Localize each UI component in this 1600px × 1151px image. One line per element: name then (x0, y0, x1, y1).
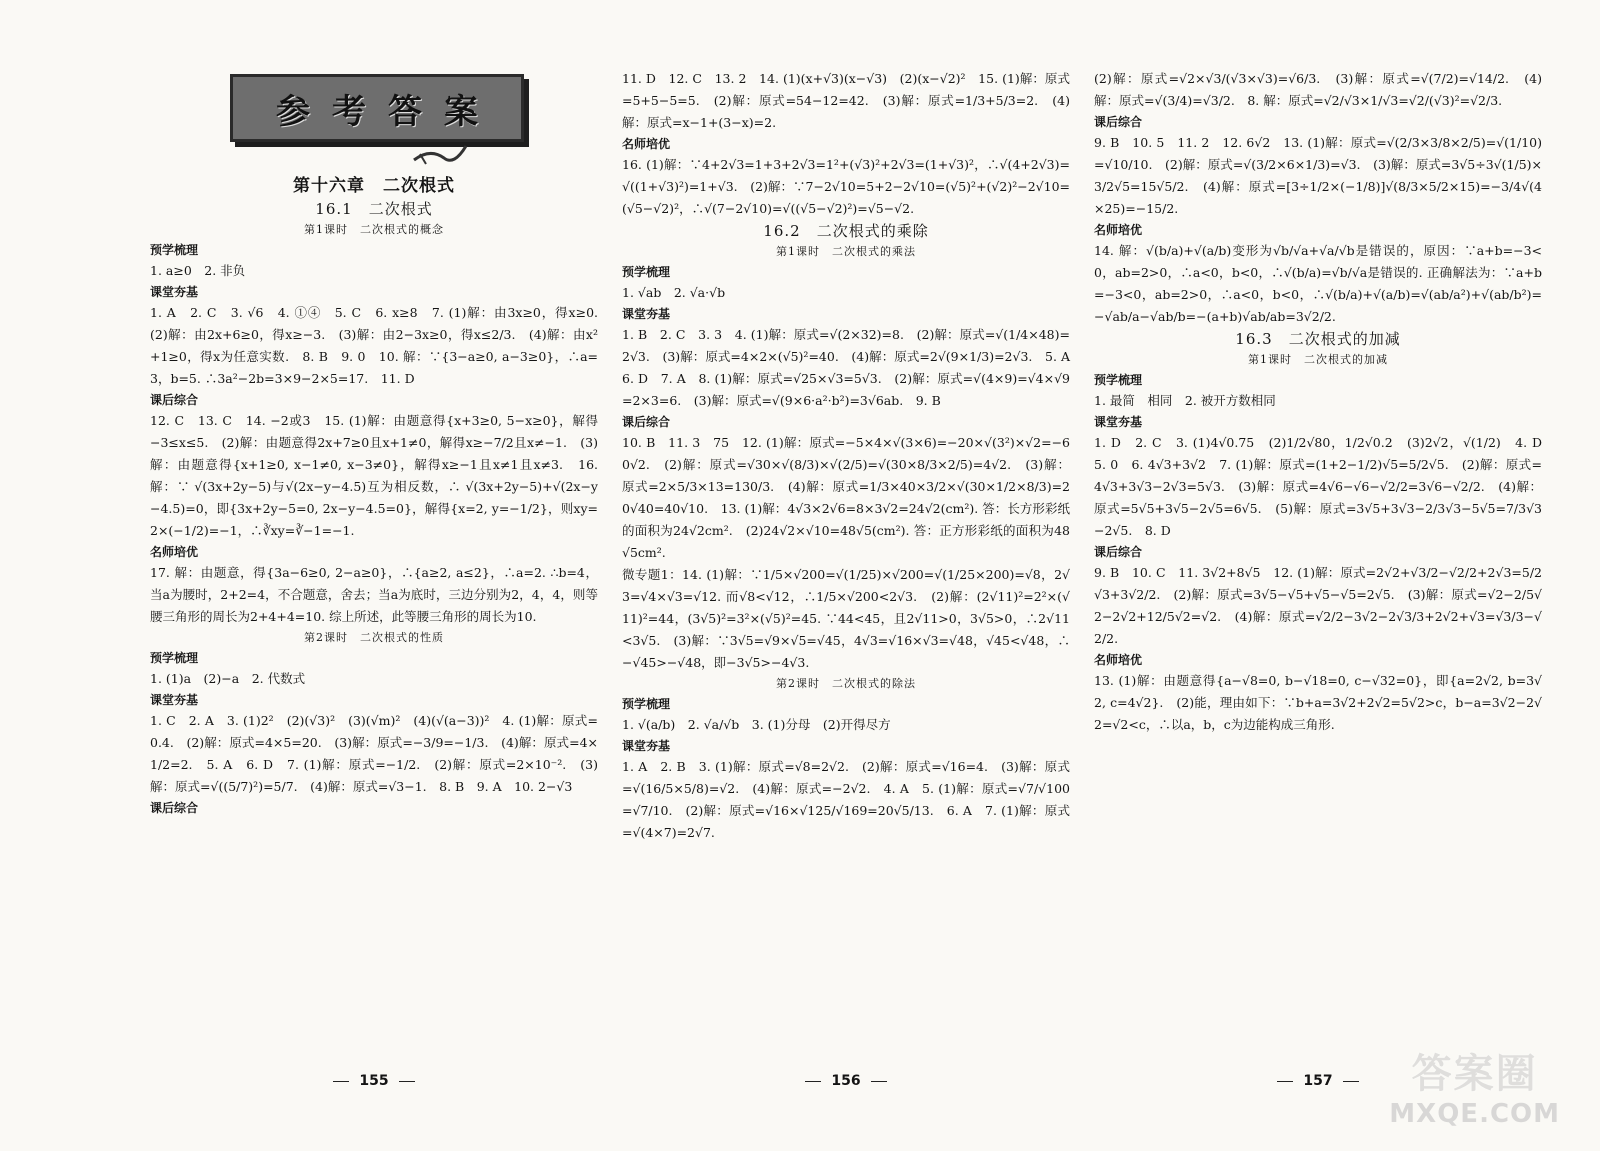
lesson-title: 第1课时 二次根式的加减 (1248, 353, 1388, 366)
page-number: 155 (150, 1073, 598, 1089)
heading-after-class: 课后综合 (1094, 545, 1143, 559)
heading-top-students: 名师培优 (622, 137, 671, 151)
lesson-title: 第1课时 二次根式的乘法 (776, 245, 916, 258)
section-title: 16.2 二次根式的乘除 (763, 222, 929, 240)
banner-title: 参考答案 (276, 91, 500, 132)
heading-top-students: 名师培优 (1094, 653, 1143, 667)
preview-answers: 1. a≥0 2. 非负 (150, 263, 246, 278)
top-students-answers: 17. 解：由题意，得{3a−6≥0, 2−a≥0}，∴{a≥2, a≤2}，∴a=2. ∴b=4，当a为腰时，2+2=4，不合题意，舍去；当a为底时，三边分别为2，4，4，则等腰三角形的周长为2+4+4=10. 综上所述，此等腰三角形的周长为10. (150, 565, 598, 624)
continued-answers: (2)解：原式=√2×√3/(√3×√3)=√6/3. (3)解：原式=√(7/2)=√14/2. (4)解：原式=√(3/4)=√3/2. 8. 解：原式=√2/√3×1/√3=√2/(√3)²=√2/3. (1094, 71, 1542, 108)
after-class-answers: 9. B 10. 5 11. 2 12. 6√2 13. (1)解：原式=√(2/3×3/8×2/5)=√(1/10)=√10/10. (2)解：原式=√(3/2×6×1/3)=√3. (3)解：原式=3√5÷3√(1/5)×3/2√5=15√5/2. (4)解：原式=[3÷1/2×(−1/8)]√(8/3×5/2×15)=−3/4√(4×25)=−15/2. (1094, 135, 1542, 216)
heading-classwork: 课堂夯基 (1094, 415, 1143, 429)
heading-after-class: 课后综合 (1094, 115, 1143, 129)
top-students-answers: 16. (1)解：∵4+2√3=1+3+2√3=1²+(√3)²+2√3=(1+√3)²，∴√(4+2√3)=√((1+√3)²)=1+√3. (2)解：∵7−2√10=5+2−2√10=(√5)²+(√2)²−2√10=(√5−√2)²，∴√(7−2√10)=√((√5−√2)²)=√5−√2. (622, 157, 1070, 216)
classwork-answers: 1. A 2. C 3. √6 4. ①④ 5. C 6. x≥8 7. (1)解：由3x≥0，得x≥0. (2)解：由2x+6≥0，得x≥−3. (3)解：由2−3x≥0，得x≤2/3. (4)解：由x²+1≥0，得x为任意实数. 8. B 9. 0 10. 解：∵{3−a≥0, a−3≥0}，∴a=3，b=5. ∴3a²−2b=3×9−2×5=17. 11. D (150, 305, 611, 386)
preview-answers: 1. (1)a (2)−a 2. 代数式 (150, 671, 306, 686)
column-page-156 (622, 0, 1083, 1151)
classwork-answers: 1. B 2. C 3. 3 4. (1)解：原式=√(2×32)=8. (2)解：原式=√(1/4×48)=2√3. (3)解：原式=4×2×(√5)²=40. (4)解：原式=2√(9×1/3)=2√3. 5. A 6. D 7. A 8. (1)解：原式=√25×√3=5√3. (2)解：原式=√(4×9)=√4×√9=2×3=6. (3)解：原式=√(9×6·a²·b²)=3√6ab. 9. B (622, 327, 1083, 408)
answer-key-banner (230, 74, 524, 142)
lesson-title: 第1课时 二次根式的概念 (304, 223, 444, 236)
section-title: 16.1 二次根式 (315, 200, 433, 218)
classwork-answers: 1. C 2. A 3. (1)2² (2)(√3)² (3)(√m)² (4)(√(a−3))² 4. (1)解：原式=0.4. (2)解：原式=4×5=20. (3)解：原式=−3/9=−1/3. (4)解：原式=4×1/2=2. 5. A 6. D 7. (1)解：原式=−1/2. (2)解：原式=2×10⁻². (3)解：原式=√((5/7)²)=5/7. (4)解：原式=√3−1. 8. B 9. A 10. 2−√3 (150, 713, 598, 794)
after-class-answers: 12. C 13. C 14. −2或3 15. (1)解：由题意得{x+3≥0, 5−x≥0}，解得−3≤x≤5. (2)解：由题意得2x+7≥0且x+1≠0，解得x≥−7/2且x≠−1. (3)解：由题意得{x+1≥0, x−1≠0, x−3≠0}，解得x≥−1且x≠1且x≠3. 16. 解：∵ √(3x+2y−5)与√(2x−y−4.5)互为相反数，∴ √(3x+2y−5)+√(2x−y−4.5)=0，即{3x+2y−5=0, 2x−y−4.5=0}，解得{x=2, y=−1/2}，则xy=2×(−1/2)=−1，∴∛xy=∛−1=−1. (150, 413, 602, 538)
page-number: 157 (1094, 1073, 1542, 1089)
column-page-155 (150, 0, 611, 1151)
preview-answers: 1. 最简 相同 2. 被开方数相同 (1094, 393, 1276, 408)
page-number: 156 (622, 1073, 1070, 1089)
heading-classwork: 课堂夯基 (150, 285, 199, 299)
classwork-answers: 1. D 2. C 3. (1)4√0.75 (2)1/2√80，1/2√0.2 (3)2√2，√(1/2) 4. D 5. 0 6. 4√3+3√2 7. (1)解：原式=(1+2−1/2)√5=5/2√5. (2)解：原式=4√3+3√3−2√3=5√3. (3)解：原式=4√6−√6−√2/2=3√6−√2/2. (4)解：原式=5√5+3√5−2√5=6√5. (5)解：原式=3√5+3√3−2/3√3−5√5=7/3√3−2√5. 8. D (1094, 435, 1555, 538)
watermark-logo: 答案圈 (1411, 1051, 1538, 1097)
heading-preview: 预学梳理 (622, 697, 671, 711)
heading-classwork: 课堂夯基 (150, 693, 199, 707)
after-class-answers: 9. B 10. C 11. 3√2+8√5 12. (1)解：原式=2√2+√3/2−√2/2+2√3=5/2√3+3√2/2. (2)解：原式=3√5−√5+√5−√5=2√5. (3)解：原式=√2−2/5√2−2√2+12/5√2=√2. (4)解：原式=√2/2−3√2−2√3/3+2√2+√3=√3/3−√2/2. (1094, 565, 1542, 646)
micro-topic-answers: 微专题1：14. (1)解：∵1/5×√200=√(1/25)×√200=√(1/25×200)=√8，2√3=√4×√3=√12. 而√8<√12，∴1/5×√200<2√3. (2)解：(2√11)²=2²×(√11)²=44，(3√5)²=3²×(√5)²=45. ∵44<45，且2√11>0，3√5>0，∴2√11<3√5. (3)解：∵3√5=√9×√5=√45，4√3=√16×√3=√48，√45<√48，∴−√45>−√48，即−3√5>−4√3. (622, 567, 1070, 670)
continued-answers: 11. D 12. C 13. 2 14. (1)(x+√3)(x−√3) (2)(x−√2)² 15. (1)解：原式=5+5−5=5. (2)解：原式=54−12=42. (3)解：原式=1/3+5/3=2. (4)解：原式=x−1+(3−x)=2. (622, 71, 1070, 130)
heading-preview: 预学梳理 (150, 651, 199, 665)
heading-after-class: 课后综合 (150, 393, 199, 407)
heading-preview: 预学梳理 (1094, 373, 1143, 387)
brush-decoration-icon (410, 140, 470, 168)
heading-top-students: 名师培优 (1094, 223, 1143, 237)
watermark-url: MXQE.COM (1389, 1099, 1560, 1129)
heading-after-class: 课后综合 (622, 415, 671, 429)
top-students-answers: 14. 解：√(b/a)+√(a/b)变形为√b/√a+√a/√b是错误的，原因：∵a+b=−3<0，ab=2>0，∴a<0，b<0，∴√(b/a)=√b/√a是错误的. 正确解法为：∵a+b=−3<0，ab=2>0，∴a<0，b<0，∴√(b/a)+√(a/b)=√(ab/a²)+√(ab/b²)=−√ab/a−√ab/b=−(a+b)√ab/ab=3√2/2. (1094, 243, 1542, 324)
heading-top-students: 名师培优 (150, 545, 199, 559)
heading-preview: 预学梳理 (622, 265, 671, 279)
column-page-157 (1094, 0, 1555, 1151)
classwork-answers: 1. A 2. B 3. (1)解：原式=√8=2√2. (2)解：原式=√16=4. (3)解：原式=√(16/5×5/8)=√2. (4)解：原式=−2√2. 4. A 5. (1)解：原式=√7/√100=√7/10. (2)解：原式=√16×√125/√169=20√5/13. 6. A 7. (1)解：原式=√(4×7)=2√7. (622, 759, 1070, 840)
after-class-answers: 10. B 11. 3 75 12. (1)解：原式=−5×4×√(3×6)=−20×√(3²)×√2=−60√2. (2)解：原式=√30×√(8/3)×√(2/5)=√(30×8/3×2/5)=4√2. (3)解：原式=2×5/3×13=130/3. (4)解：原式=1/3×40×3/2×√(30×1/2×8/3)=20√40=40√10. 13. (1)解：4√3×2√6=8×3√2=24√2(cm²). 答：长方形彩纸的面积为24√2cm². (2)24√2×√10=48√5(cm²). 答：正方形彩纸的面积为48√5cm². (622, 435, 1070, 560)
site-watermark (1389, 1042, 1560, 1129)
lesson-title: 第2课时 二次根式的性质 (304, 631, 444, 644)
heading-classwork: 课堂夯基 (622, 307, 671, 321)
lesson-title: 第2课时 二次根式的除法 (776, 677, 916, 690)
heading-preview: 预学梳理 (150, 243, 199, 257)
preview-answers: 1. √(a/b) 2. √a/√b 3. (1)分母 (2)开得尽方 (622, 717, 891, 732)
section-title: 16.3 二次根式的加减 (1235, 330, 1401, 348)
heading-after-class: 课后综合 (150, 801, 199, 815)
chapter-title: 第十六章 二次根式 (293, 176, 455, 196)
heading-classwork: 课堂夯基 (622, 739, 671, 753)
preview-answers: 1. √ab 2. √a·√b (622, 285, 726, 300)
top-students-answers: 13. (1)解：由题意得{a−√8=0, b−√18=0, c−√32=0}，即{a=2√2, b=3√2, c=4√2}. (2)能，理由如下：∵b+a=3√2+2√2=5√2>c，b−a=3√2−2√2=√2<c，∴以a，b，c为边能构成三角形. (1094, 673, 1542, 732)
